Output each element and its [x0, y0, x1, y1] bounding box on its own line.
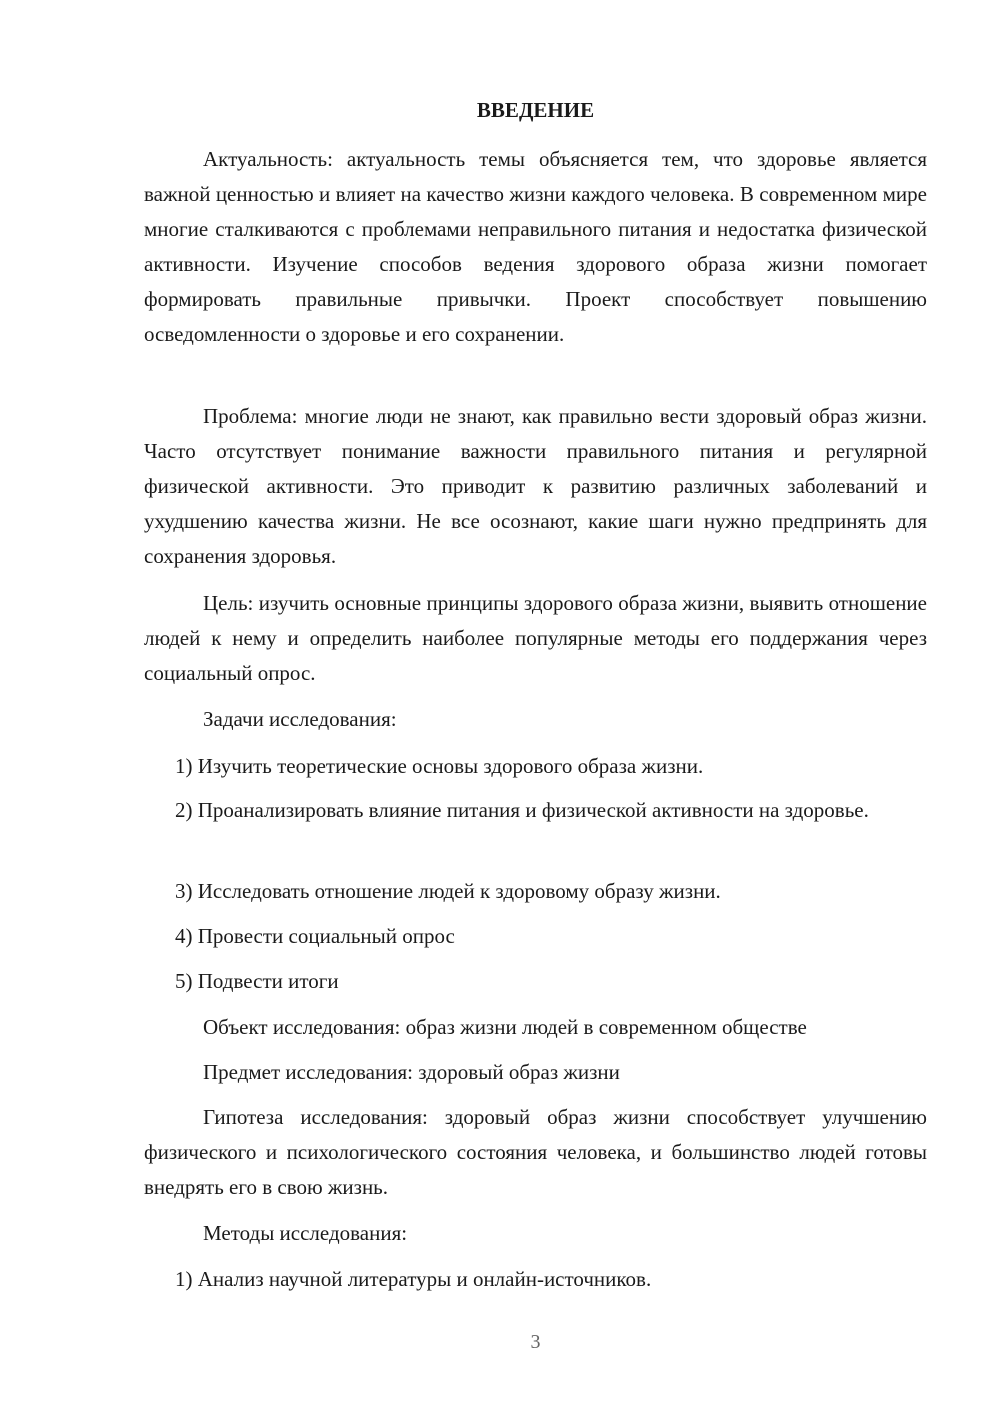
page-number: 3 [530, 1331, 541, 1353]
tasks-title: Задачи исследования: [203, 707, 397, 731]
task-item-1: 1) Изучить теоретические основы здорового образа жизни. [175, 754, 704, 778]
task-item-2: 2) Проанализировать влияние питания и физической активности на здоровье. [175, 798, 869, 822]
task-item-5: 5) Подвести итоги [175, 969, 339, 993]
object-paragraph: Объект исследования: образ жизни людей в современном обществе [203, 1015, 807, 1039]
task-item-4: 4) Провести социальный опрос [175, 924, 455, 948]
hypothesis-paragraph: Гипотеза исследования: здоровый образ жизни способствует улучшению физического и психологического состояния человека, и большинство людей готовы внедрять его в свою жизнь. [144, 1105, 927, 1199]
methods-title: Методы исследования: [203, 1221, 408, 1245]
task-item-3: 3) Исследовать отношение людей к здоровому образу жизни. [175, 879, 721, 903]
problem-paragraph: Проблема: многие люди не знают, как правильно вести здоровый образ жизни. Часто отсутствует понимание важности правильного питания и регулярной физической активности. Это приводит к развитию различных заболеваний и ухудшению качества жизни. Не все осознают, какие шаги нужно предпринять для сохранения здоровья. [144, 404, 927, 568]
method-item-1: 1) Анализ научной литературы и онлайн-источников. [175, 1267, 652, 1291]
section-heading: ВВЕДЕНИЕ [476, 98, 595, 122]
goal-paragraph: Цель: изучить основные принципы здорового образа жизни, выявить отношение людей к нему и определить наиболее популярные методы его поддержания через социальный опрос. [144, 591, 927, 685]
relevance-paragraph: Актуальность: актуальность темы объясняется тем, что здоровье является важной ценностью и влияет на качество жизни каждого человека. В современном мире многие сталкиваются с проблемами неправильного питания и недостатка физической активности. Изучение способов ведения здорового образа жизни помогает формировать правильные привычки. Проект способствует повышению осведомленности о здоровье и его сохранении. [144, 147, 927, 346]
subject-paragraph: Предмет исследования: здоровый образ жизни [203, 1060, 620, 1084]
